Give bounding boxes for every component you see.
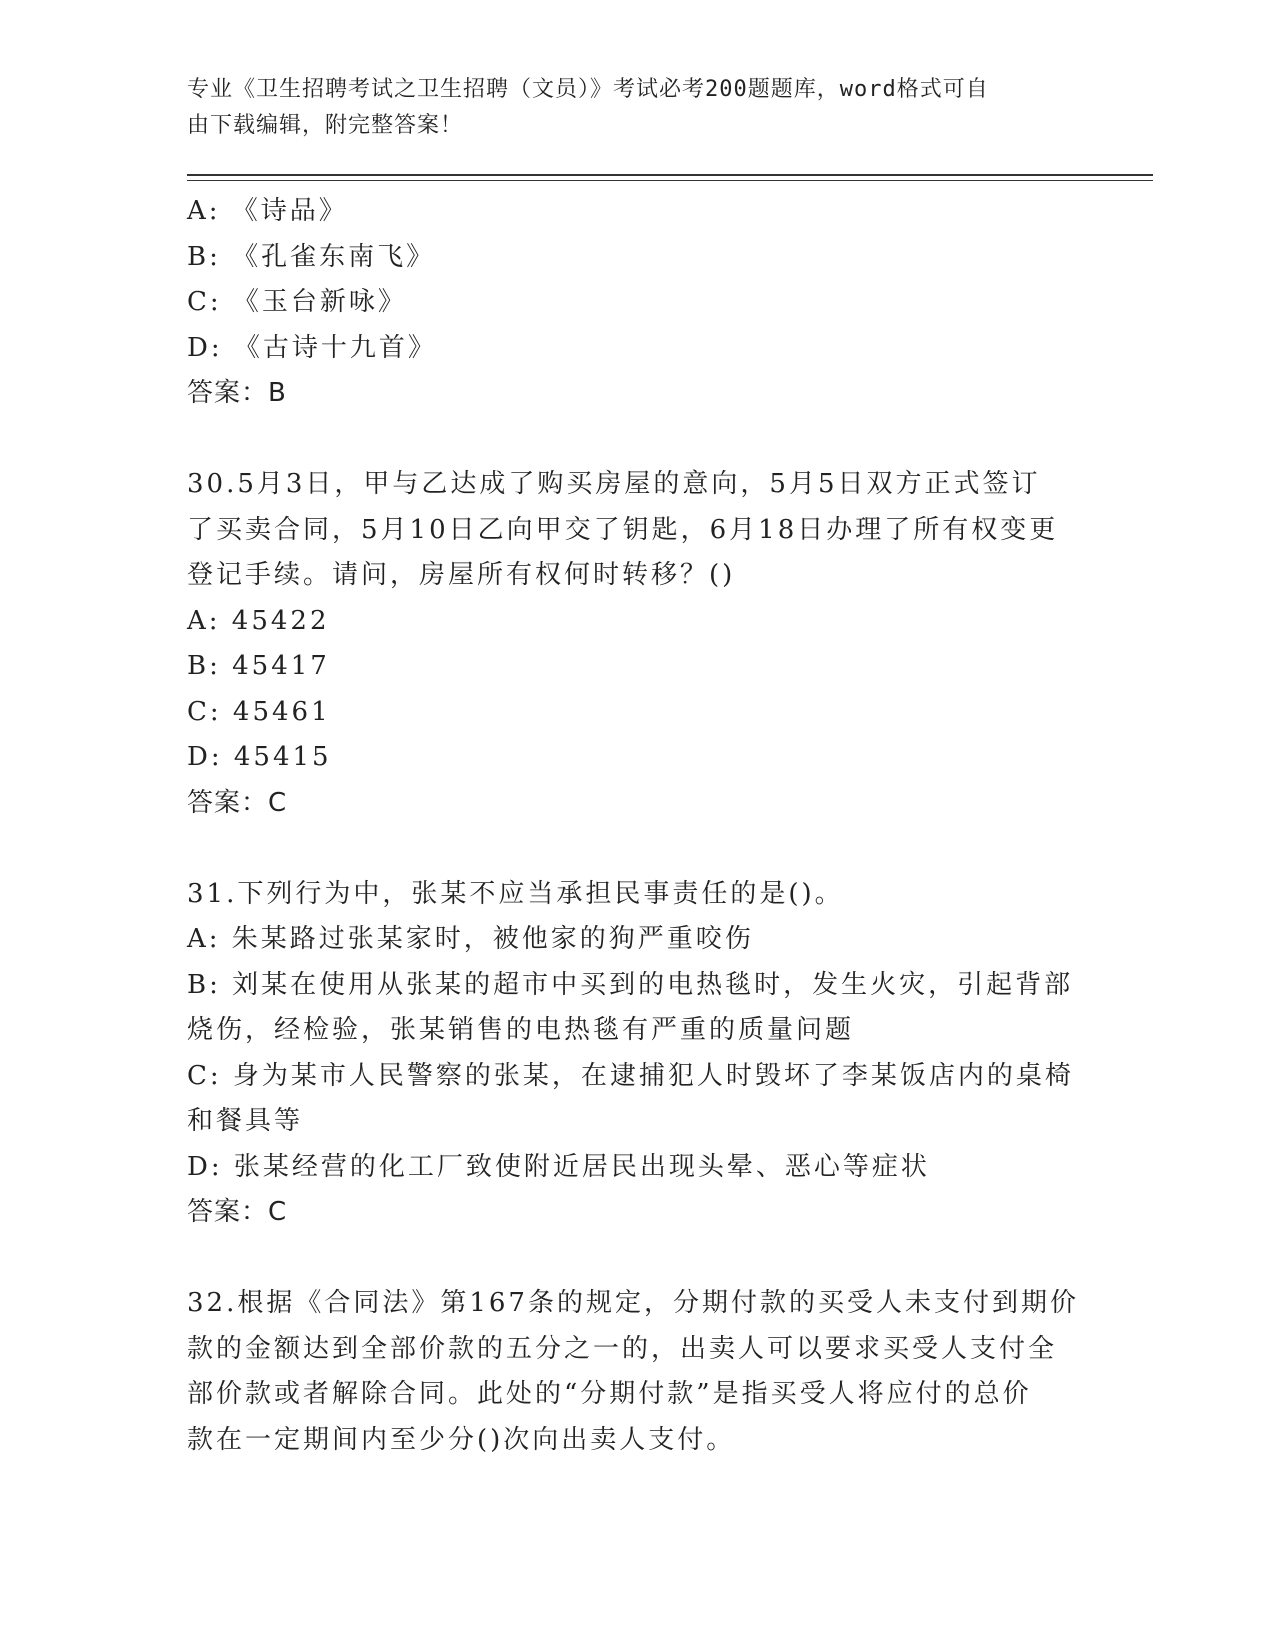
- header-line-2: 由下载编辑，附完整答案！: [187, 113, 464, 138]
- header-rule-thick: [187, 174, 1153, 176]
- option-b-continued: 烧伤，经检验，张某销售的电热毯有严重的质量问题: [187, 1015, 855, 1045]
- option-a: A: 45422: [187, 605, 330, 636]
- spacer: [187, 1236, 1087, 1282]
- question-text-line: 部价款或者解除合同。此处的“分期付款”是指买受人将应付的总价: [187, 1379, 1032, 1409]
- option-d: D: 《古诗十九首》: [187, 332, 437, 363]
- question-29: [187, 189, 1087, 417]
- answer: 答案：C: [187, 787, 288, 818]
- question-text-line: 31.下列行为中，张某不应当承担民事责任的是()。: [187, 878, 844, 909]
- spacer: [187, 826, 1087, 872]
- question-30: [187, 462, 1087, 826]
- option-c: C: 《玉台新咏》: [187, 287, 407, 317]
- option-c: C: 45461: [187, 696, 331, 727]
- option-c: C: 身为某市人民警察的张某，在逮捕犯人时毁坏了李某饭店内的桌椅: [187, 1060, 1074, 1091]
- question-text-line: 30.5月3日，甲与乙达成了购买房屋的意向，5月5日双方正式签订: [187, 469, 1041, 499]
- question-text-line: 款在一定期间内至少分()次向出卖人支付。: [187, 1424, 736, 1455]
- question-text-line: 32.根据《合同法》第167条的规定，分期付款的买受人未支付到期价: [187, 1288, 1079, 1318]
- option-a: A: 《诗品》: [187, 196, 348, 226]
- header-rule-thin: [187, 180, 1153, 181]
- option-c-continued: 和餐具等: [187, 1106, 304, 1136]
- option-d: D: 45415: [187, 742, 332, 772]
- option-b: B: 《孔雀东南飞》: [187, 241, 436, 272]
- answer: 答案：C: [187, 1197, 288, 1227]
- question-content: [187, 189, 1087, 1463]
- question-text-line: 款的金额达到全部价款的五分之一的，出卖人可以要求买受人支付全: [187, 1333, 1058, 1364]
- question-32: [187, 1281, 1087, 1463]
- option-d: D: 张某经营的化工厂致使附近居民出现头晕、恶心等症状: [187, 1151, 930, 1182]
- question-31: [187, 872, 1087, 1236]
- option-b: B: 45417: [187, 651, 330, 681]
- option-b: B: 刘某在使用从张某的超市中买到的电热毯时，发生火灾，引起背部: [187, 969, 1074, 1000]
- question-text-line: 了买卖合同，5月10日乙向甲交了钥匙，6月18日办理了所有权变更: [187, 514, 1059, 545]
- answer: 答案：B: [187, 378, 287, 408]
- question-text-line: 登记手续。请问，房屋所有权何时转移？(): [187, 560, 736, 590]
- option-a: A: 朱某路过张某家时，被他家的狗严重咬伤: [187, 924, 754, 954]
- document-header: [187, 72, 1067, 144]
- header-line-1: 专业《卫生招聘考试之卫生招聘（文员）》考试必考200题题库，word格式可自: [187, 77, 989, 102]
- spacer: [187, 417, 1087, 463]
